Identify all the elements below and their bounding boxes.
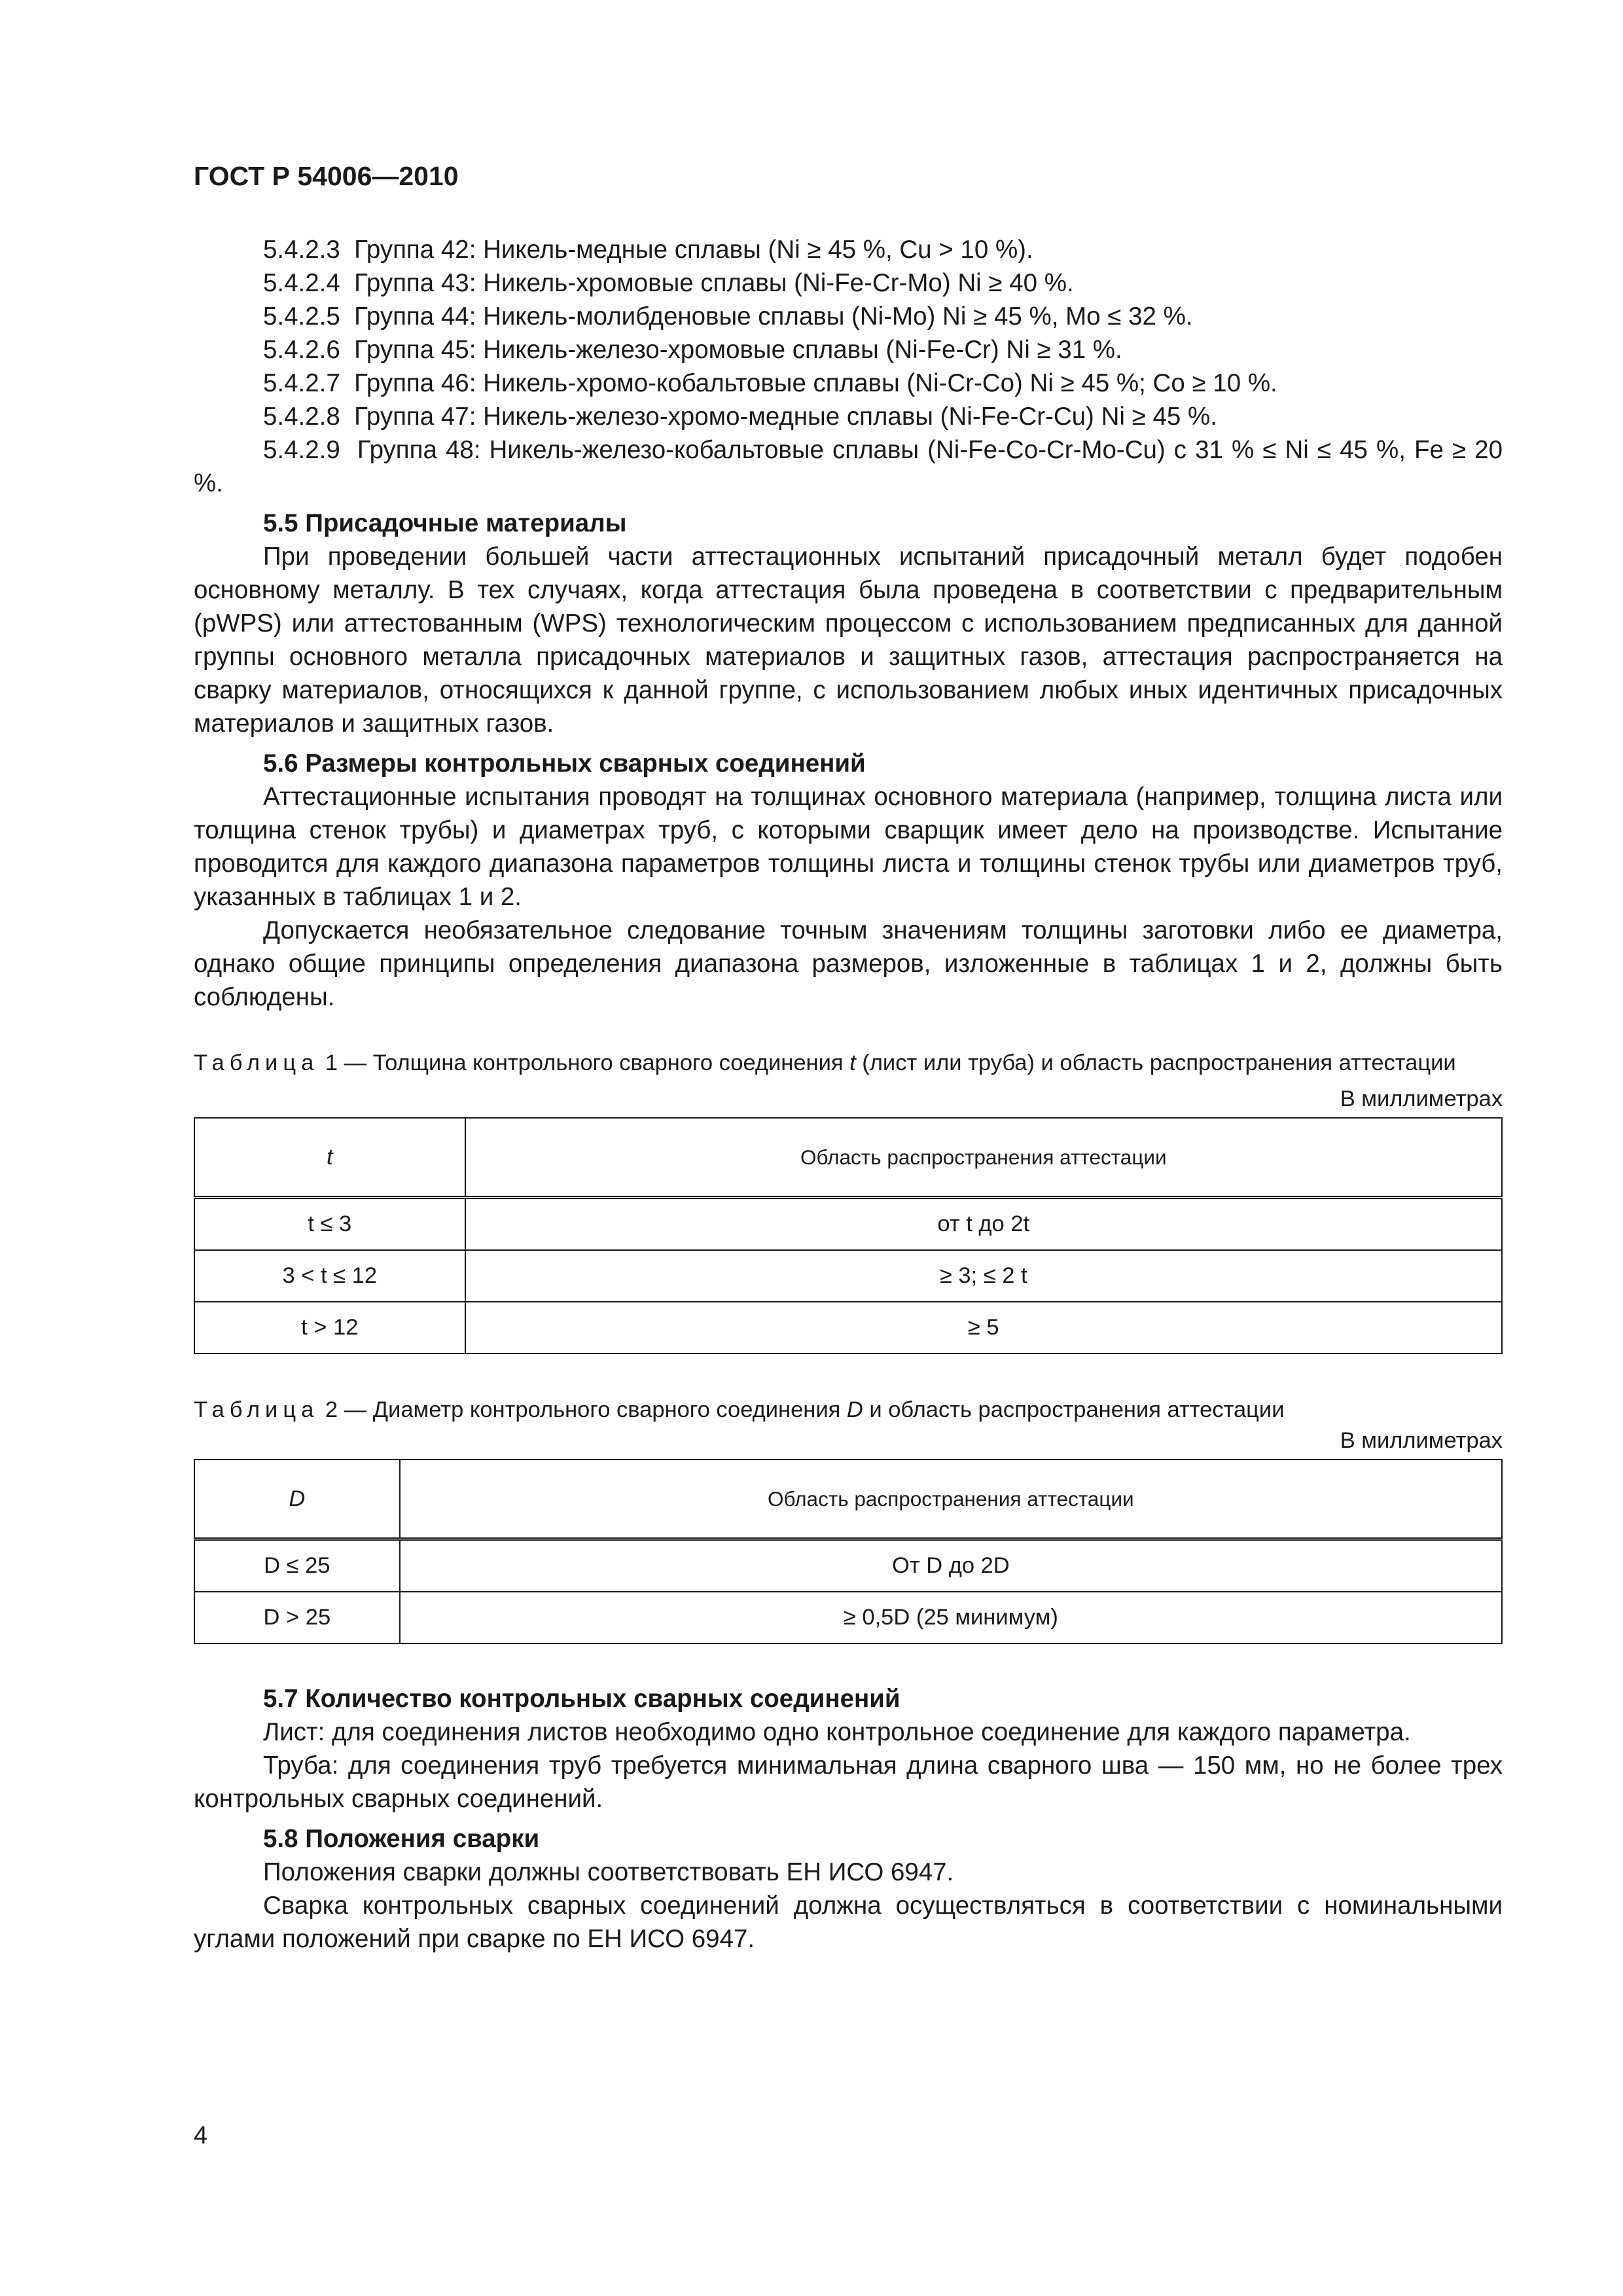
clause-5-4-2-8: 5.4.2.8 Группа 47: Никель-железо-хромо-медные сплавы (Ni-Fe-Cr-Cu) Ni ≥ 45 %.: [263, 403, 1217, 431]
paragraph-5-8-1: Положения сварки должны соответствовать ЕН ИСО 6947.: [263, 1858, 954, 1886]
table-row: [194, 1592, 1502, 1643]
paragraph-5-6-1: Аттестационные испытания проводят на толщинах основного материала (например, толщина листа или толщина стенок трубы) и диаметрах труб, с которыми сварщик имеет дело на производстве. Испытание проводится для каждого диапазона параметров толщины листа и толщины стенок трубы или диаметров труб, указанных в таблицах 1 и 2.: [194, 783, 1503, 911]
table-row: [194, 1539, 1502, 1592]
table-cell: От D до 2D: [400, 1539, 1502, 1592]
section-title-5-7: 5.7 Количество контрольных сварных соединений: [263, 1685, 901, 1713]
table-cell: 3 < t ≤ 12: [194, 1250, 465, 1302]
paragraph-5-8-2: Сварка контрольных сварных соединений должна осуществляться в соответствии с номинальными углами положений при сварке по ЕН ИСО 6947.: [194, 1892, 1503, 1953]
table-cell: D ≤ 25: [194, 1539, 400, 1592]
table2-units: В миллиметрах: [1340, 1428, 1503, 1453]
table-cell: t ≤ 3: [194, 1198, 465, 1251]
standard-header: ГОСТ Р 54006—2010: [194, 161, 459, 191]
clause-5-4-2-4: 5.4.2.4 Группа 43: Никель-хромовые сплавы (Ni-Fe-Cr-Mo) Ni ≥ 40 %.: [263, 269, 1074, 297]
section-title-5-8: 5.8 Положения сварки: [263, 1825, 540, 1853]
clause-5-4-2-3: 5.4.2.3 Группа 42: Никель-медные сплавы (Ni ≥ 45 %, Cu > 10 %).: [263, 236, 1033, 264]
paragraph-5-7-1: Лист: для соединения листов необходимо одно контрольное соединение для каждого параметра.: [263, 1718, 1411, 1746]
paragraph-5-5-1: При проведении большей части аттестационных испытаний присадочный металл будет подобен основному металлу. В тех случаях, когда аттестация была проведена в соответствии с предварительным (pWPS) или аттестованным (WPS) технологическим процессом с использованием предписанных для данной группы основного металла присадочных материалов и защитных газов, аттестация распространяется на сварку материалов, относящихся к данной группе, с использованием любых иных идентичных присадочных материалов и защитных газов.: [194, 543, 1503, 738]
clause-5-4-2-5: 5.4.2.5 Группа 44: Никель-молибденовые сплавы (Ni-Mo) Ni ≥ 45 %, Mo ≤ 32 %.: [263, 302, 1193, 331]
clause-5-4-2-6: 5.4.2.6 Группа 45: Никель-железо-хромовые сплавы (Ni-Fe-Cr) Ni ≥ 31 %.: [263, 336, 1122, 364]
table-row: [194, 1302, 1502, 1354]
table-row: [194, 1250, 1502, 1302]
table-cell: t > 12: [194, 1302, 465, 1354]
table-cell: от t до 2t: [465, 1198, 1502, 1251]
table-header-row: [194, 1460, 1502, 1539]
paragraph-5-7-2: Труба: для соединения труб требуется минимальная длина сварного шва — 150 мм, но не более трех контрольных сварных соединений.: [194, 1751, 1503, 1813]
page-content: [194, 233, 1503, 1956]
table2: [194, 1459, 1503, 1644]
section-title-5-5: 5.5 Присадочные материалы: [263, 509, 627, 537]
table-header-cell: Область распространения аттестации: [400, 1460, 1502, 1539]
paragraph-5-6-2: Допускается необязательное следование точным значениям толщины заготовки либо ее диаметра, однако общие принципы определения диапазона размеров, изложенные в таблицах 1 и 2, должны быть соблюдены.: [194, 916, 1503, 1011]
table1-caption: Таблица 1 — Толщина контрольного сварного соединения t (лист или труба) и область распространения аттестации: [194, 1050, 1456, 1075]
table-header-cell: D: [194, 1460, 400, 1539]
table1: [194, 1117, 1503, 1354]
clause-5-4-2-9: 5.4.2.9 Группа 48: Никель-железо-кобальтовые сплавы (Ni-Fe-Co-Cr-Mo-Cu) с 31 % ≤ Ni ≤ 45 %, Fe ≥ 20 %.: [194, 436, 1503, 497]
section-title-5-6: 5.6 Размеры контрольных сварных соединений: [263, 749, 866, 778]
table-header-row: [194, 1118, 1502, 1198]
table-row: [194, 1198, 1502, 1251]
table-header-cell: t: [194, 1118, 465, 1198]
table-cell: ≥ 5: [465, 1302, 1502, 1354]
table2-label: Таблица: [194, 1397, 319, 1422]
table-cell: D > 25: [194, 1592, 400, 1643]
table-cell: ≥ 0,5D (25 минимум): [400, 1592, 1502, 1643]
table-cell: ≥ 3; ≤ 2 t: [465, 1250, 1502, 1302]
page-number: 4: [194, 2122, 208, 2149]
table1-units: В миллиметрах: [1340, 1086, 1503, 1111]
table2-caption: Таблица 2 — Диаметр контрольного сварного соединения D и область распространения аттестации: [194, 1397, 1285, 1422]
table-header-cell: Область распространения аттестации: [465, 1118, 1502, 1198]
table1-label: Таблица: [194, 1050, 319, 1075]
clause-5-4-2-7: 5.4.2.7 Группа 46: Никель-хромо-кобальтовые сплавы (Ni-Cr-Co) Ni ≥ 45 %; Co ≥ 10 %.: [263, 369, 1277, 397]
